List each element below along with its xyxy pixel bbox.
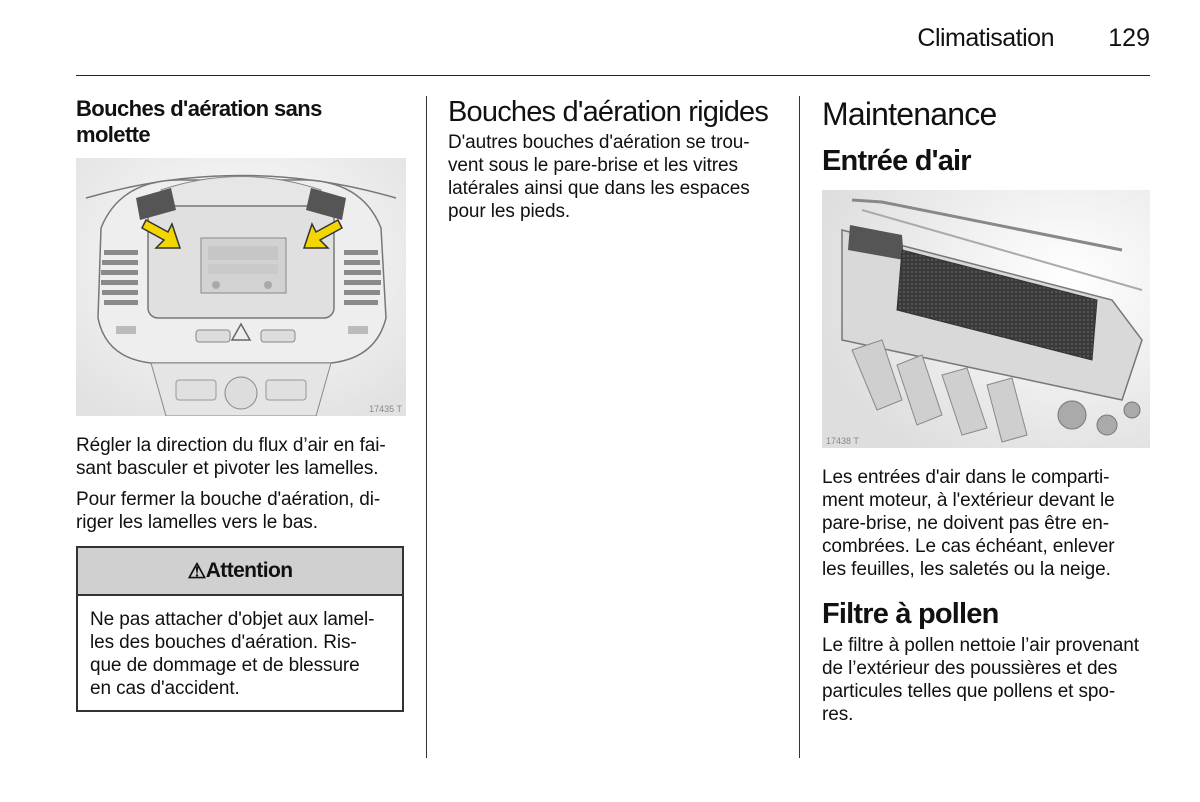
air-intake-paragraph [822, 466, 1157, 581]
section-title: Climatisation [917, 24, 1054, 52]
text-line: pare-brise, ne doivent pas être en- [822, 513, 1109, 534]
column-2 [448, 96, 783, 223]
text-line: Régler la direction du flux d’air en fai- [76, 435, 386, 456]
rigid-vents-paragraph [448, 131, 783, 223]
text-line: Les entrées d'air dans le comparti- [822, 467, 1110, 488]
header-divider [76, 75, 1150, 76]
column-divider-1 [426, 96, 427, 758]
air-intake-figure [822, 190, 1150, 448]
attention-text [90, 608, 390, 700]
text-line: combrées. Le cas échéant, enlever [822, 536, 1115, 557]
attention-box [76, 546, 404, 712]
instruction-paragraph-1 [76, 434, 406, 480]
figure-code: 17438 T [826, 436, 859, 446]
text-line: particules telles que pollens et spo- [822, 681, 1116, 702]
heading-air-intake: Entrée d'air [822, 145, 971, 177]
heading-line-2: molette [76, 122, 151, 147]
heading-pollen-filter: Filtre à pollen [822, 598, 999, 630]
text-line: Le filtre à pollen nettoie l’air provenant [822, 635, 1139, 656]
text-line: en cas d'accident. [90, 678, 240, 699]
text-line: les des bouches d'aération. Ris- [90, 632, 357, 653]
column-3 [822, 96, 1157, 726]
dashboard-vents-figure [76, 158, 406, 416]
warning-icon: ⚠ [187, 559, 206, 583]
heading-line-1: Bouches d'aération sans [76, 96, 322, 121]
figure-code: 17435 T [369, 404, 402, 414]
text-line: latérales ainsi que dans les espaces [448, 178, 750, 199]
dashboard-vents-illustration [76, 158, 406, 416]
instruction-paragraph-2 [76, 488, 406, 534]
text-line: ment moteur, à l'extérieur devant le [822, 490, 1115, 511]
pollen-filter-paragraph [822, 634, 1157, 726]
text-line: pour les pieds. [448, 201, 571, 222]
text-line: sant basculer et pivoter les lamelles. [76, 458, 379, 479]
air-intake-illustration [822, 190, 1150, 448]
heading-rigid-vents: Bouches d'aération rigides [448, 96, 769, 128]
text-line: riger les lamelles vers le bas. [76, 512, 318, 533]
attention-label: Attention [205, 559, 293, 582]
text-line: D'autres bouches d'aération se trou- [448, 132, 750, 153]
text-line: les feuilles, les saletés ou la neige. [822, 559, 1111, 580]
text-line: que de dommage et de blessure [90, 655, 360, 676]
page-number: 129 [1108, 24, 1150, 52]
heading-vents-without-wheel [76, 96, 406, 148]
text-line: res. [822, 704, 854, 725]
column-divider-2 [799, 96, 800, 758]
text-line: vent sous le pare-brise et les vitres [448, 155, 738, 176]
text-line: Pour fermer la bouche d'aération, di- [76, 489, 381, 510]
column-1 [76, 96, 406, 712]
attention-body [78, 596, 402, 710]
heading-maintenance: Maintenance [822, 96, 997, 132]
attention-header [78, 548, 402, 596]
text-line: Ne pas attacher d'objet aux lamel- [90, 609, 375, 630]
text-line: de l’extérieur des poussières et des [822, 658, 1118, 679]
